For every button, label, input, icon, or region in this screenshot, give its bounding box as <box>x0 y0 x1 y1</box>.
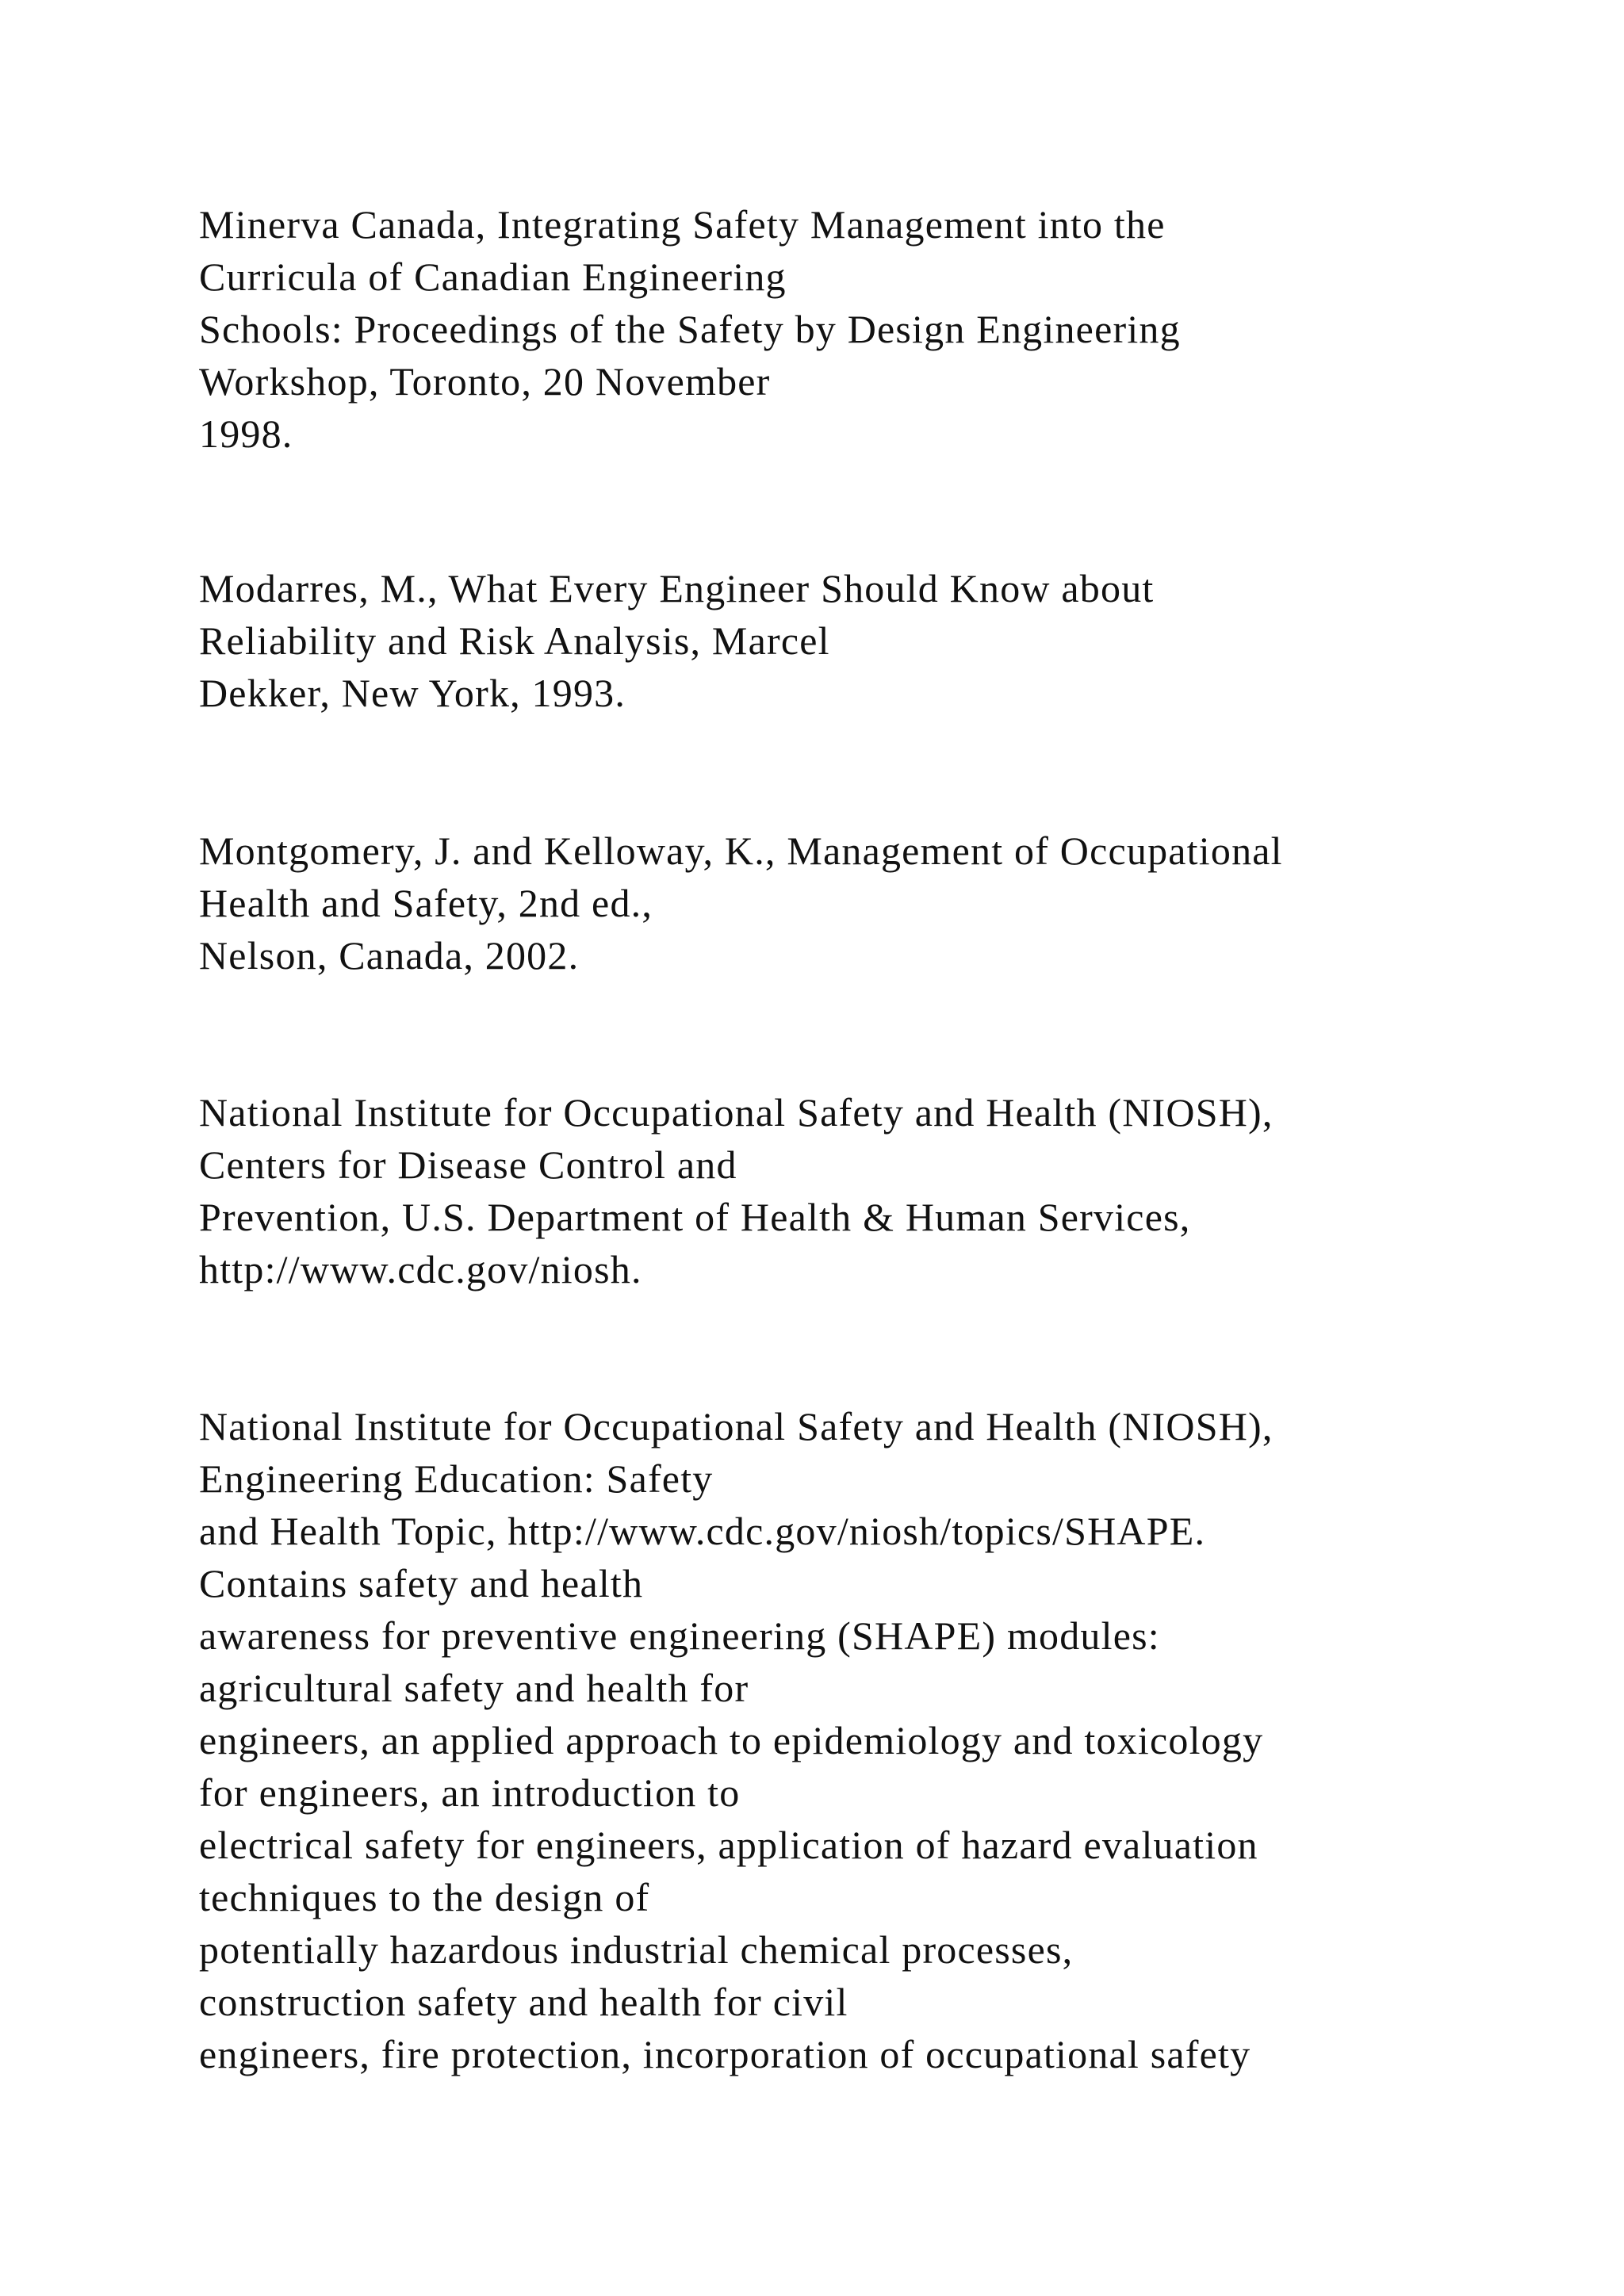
reference-line: Modarres, M., What Every Engineer Should Know about <box>199 566 1155 610</box>
reference-line: engineers, fire protection, incorporation of occupational safety <box>199 2032 1251 2076</box>
reference-line: Health and Safety, 2nd ed., <box>199 881 653 925</box>
reference-entry-modarres <box>199 562 1595 719</box>
reference-line: http://www.cdc.gov/niosh. <box>199 1247 642 1292</box>
reference-line: awareness for preventive engineering (SHAPE) modules: <box>199 1613 1160 1658</box>
reference-line: construction safety and health for civil <box>199 1980 848 2024</box>
reference-line: for engineers, an introduction to <box>199 1770 741 1815</box>
reference-line: Reliability and Risk Analysis, Marcel <box>199 618 830 663</box>
reference-line: and Health Topic, http://www.cdc.gov/niosh/topics/SHAPE. <box>199 1509 1206 1553</box>
reference-line: Montgomery, J. and Kelloway, K., Management of Occupational <box>199 828 1283 873</box>
reference-entry-niosh-cdc <box>199 1086 1595 1295</box>
reference-line: Schools: Proceedings of the Safety by Design Engineering <box>199 307 1181 351</box>
reference-line: Workshop, Toronto, 20 November <box>199 359 771 404</box>
reference-entry-montgomery <box>199 825 1595 982</box>
reference-entry-niosh-shape <box>199 1400 1595 2080</box>
reference-line: Minerva Canada, Integrating Safety Management into the <box>199 202 1166 247</box>
reference-line: engineers, an applied approach to epidemiology and toxicology <box>199 1718 1264 1762</box>
reference-line: techniques to the design of <box>199 1875 650 1919</box>
reference-line: Engineering Education: Safety <box>199 1456 714 1501</box>
reference-line: Dekker, New York, 1993. <box>199 671 626 715</box>
reference-line: 1998. <box>199 411 293 456</box>
reference-line: Curricula of Canadian Engineering <box>199 254 787 299</box>
reference-line: National Institute for Occupational Safety and Health (NIOSH), <box>199 1404 1274 1448</box>
reference-line: agricultural safety and health for <box>199 1666 749 1710</box>
reference-line: National Institute for Occupational Safety and Health (NIOSH), <box>199 1090 1274 1135</box>
reference-entry-minerva <box>199 198 1595 460</box>
reference-line: Centers for Disease Control and <box>199 1142 737 1187</box>
reference-line: Prevention, U.S. Department of Health & Human Services, <box>199 1195 1191 1239</box>
reference-line: potentially hazardous industrial chemical processes, <box>199 1927 1074 1972</box>
reference-line: Nelson, Canada, 2002. <box>199 933 580 978</box>
reference-line: Contains safety and health <box>199 1561 644 1605</box>
reference-line: electrical safety for engineers, application of hazard evaluation <box>199 1823 1258 1867</box>
